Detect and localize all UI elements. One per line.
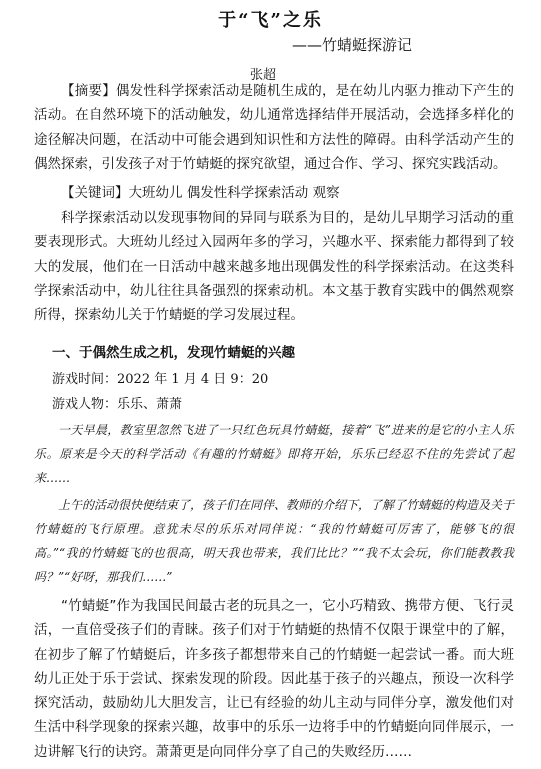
document-subtitle: ——竹蜻蜓探游记 <box>292 36 413 54</box>
intro-paragraph: 科学探索活动以发现事物间的异同与联系为目的，是幼儿早期学习活动的重要表现形式。大班幼儿经过入园两年多的学习，兴趣水平、探索能力都得到了较大的发展，他们在一日活动中越来越多地出现偶发性的科学探索活动。在这类科学探索活动中，幼儿往往具备强烈的探索动机。本文基于教育实践中的偶然观察所得，探索幼儿关于竹蜻蜓的学习发展过程。 <box>34 210 514 324</box>
abstract-paragraph: 【摘要】偶发性科学探索活动是随机生成的，是在幼儿内驱力推动下产生的活动。在自然环境下的活动触发，幼儿通常选择结伴开展活动，会选择多样化的途径解决问题，在活动中可能会遇到知识性和方法性的障碍。由科学活动产生的偶然探索，引发孩子对于竹蜻蜓的探究欲望，通过合作、学习、探究实践活动。 <box>34 83 514 172</box>
story-paragraph-2: 上午的活动很快便结束了，孩子们在同伴、教师的介绍下，了解了竹蜻蜓的构造及关于竹蜻蜓的飞行原理。意犹未尽的乐乐对同伴说：“我的竹蜻蜓可厉害了，能够飞的很高。”“我的竹蜻蜓飞的也很高，明天我也带来，我们比比？”“我不太会玩，你们能教教我吗？”“好呀，那我们……” <box>34 498 515 584</box>
story-paragraph-1: 一天早晨，教室里忽然飞进了一只红色玩具竹蜻蜓，接着“飞”进来的是它的小主人乐乐。原来是今天的科学活动《有趣的竹蜻蜓》即将开始，乐乐已经忍不住的先尝试了起来…… <box>34 423 514 485</box>
section-heading: 一、于偶然生成之机，发现竹蜻蜓的兴趣 <box>52 345 295 361</box>
author-name: 张超 <box>250 68 277 83</box>
game-people: 游戏人物：乐乐、萧萧 <box>52 397 183 412</box>
keywords-line: 【关键词】大班幼儿 偶发性科学探索活动 观察 <box>61 185 340 201</box>
game-time: 游戏时间：2022 年 1 月 4 日 9：20 <box>52 372 269 387</box>
document-title: 于“飞”之乐 <box>218 10 323 31</box>
body-paragraph-2: “竹蜻蜓”作为我国民间最古老的玩具之一，它小巧精致、携带方便、飞行灵活，一直倍受孩子们的青睐。孩子们对于竹蜻蜓的热情不仅限于课堂中的了解，在初步了解了竹蜻蜓后，许多孩子都想带来自己的竹蜻蜓一起尝试一番。而大班幼儿正处于乐于尝试、探索发现的阶段。因此基于孩子的兴趣点，预设一次科学探究活动，鼓励幼儿大胆发言，让已有经验的幼儿主动与同伴分享，激发他们对生活中科学现象的探索兴趣，故事中的乐乐一边将手中的竹蜻蜓向同伴展示，一边讲解飞行的诀窍。萧萧更是向同伴分享了自己的失败经历…… <box>34 598 514 760</box>
